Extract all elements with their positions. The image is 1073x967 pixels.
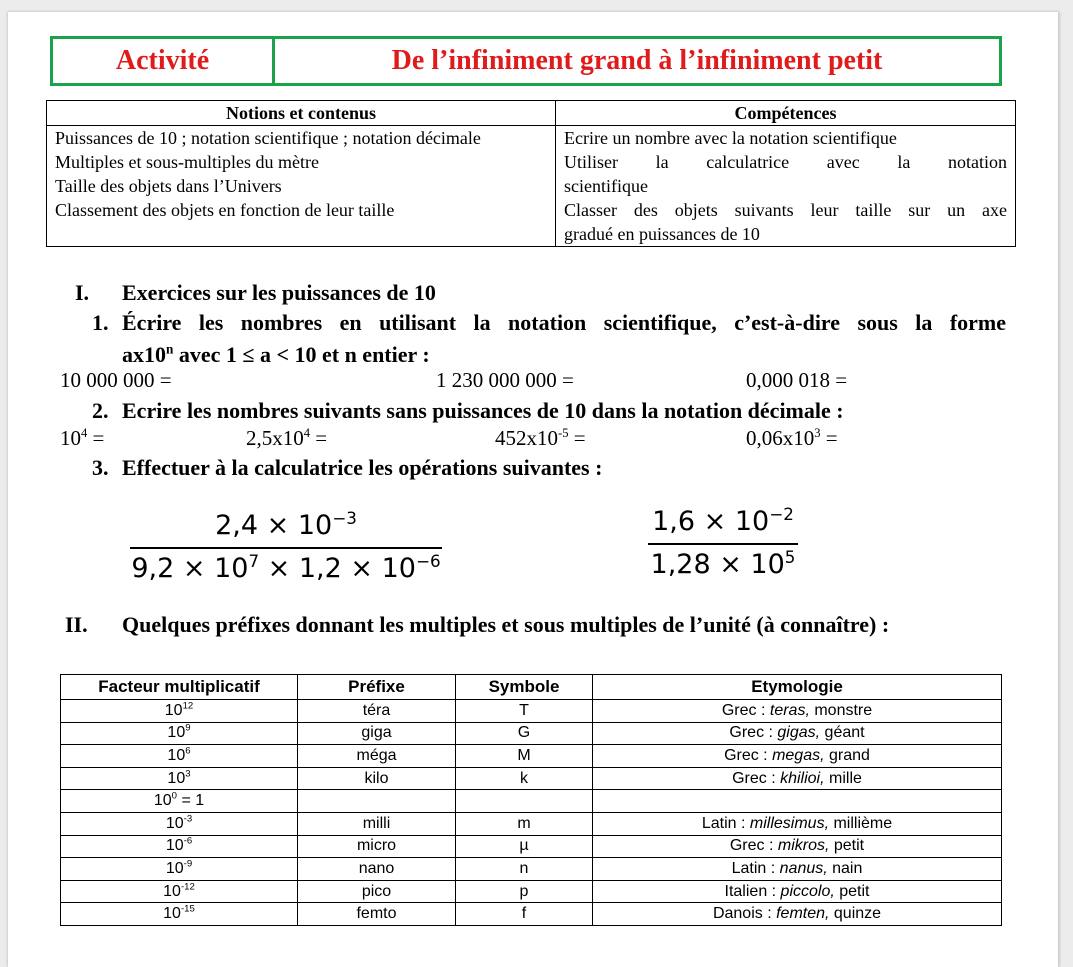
- prefix-cell: [298, 790, 456, 813]
- prefix-cell: kilo: [298, 767, 456, 790]
- denominator-exponent: 7: [248, 551, 260, 571]
- prefix-cell: pico: [298, 880, 456, 903]
- notions-competences-table: [46, 100, 1016, 247]
- header-factor: Facteur multiplicatif: [61, 675, 298, 700]
- fraction-bar: [648, 543, 798, 545]
- factor-cell: [61, 722, 298, 745]
- factor-cell: [61, 903, 298, 926]
- numerator-exponent: −3: [332, 508, 357, 528]
- etymology-cell: [593, 767, 1002, 790]
- table-row: [61, 745, 1002, 768]
- etymology-meaning: millième: [829, 814, 893, 832]
- etymology-cell: [593, 812, 1002, 835]
- q2-item-suffix: =: [820, 426, 838, 450]
- q2-item-suffix: =: [568, 426, 586, 450]
- factor-cell: [61, 880, 298, 903]
- factor-base: 10: [167, 746, 186, 764]
- etymology-word: mikros,: [777, 837, 830, 855]
- competences-cell: [556, 126, 1016, 247]
- numerator-exponent: −2: [769, 504, 794, 524]
- numerator-text: 1,6 × 10: [652, 506, 770, 537]
- table-row: [61, 700, 1002, 723]
- section-2-number: II.: [65, 612, 88, 637]
- table-header-row: [47, 101, 1016, 126]
- form-exponent: n: [166, 341, 174, 357]
- symbol-cell: f: [456, 903, 593, 926]
- factor-cell: [61, 745, 298, 768]
- q2-item-base: 452x10: [495, 426, 558, 450]
- etymology-language: Latin :: [701, 814, 750, 832]
- q1-item-3: 0,000 018 =: [746, 368, 848, 392]
- etymology-language: Grec :: [724, 746, 773, 764]
- document-page: [8, 12, 1059, 967]
- prefix-table: [60, 674, 1002, 926]
- header-prefix: Préfixe: [298, 675, 456, 700]
- form-base: ax10: [122, 342, 166, 367]
- competences-header: Compétences: [556, 101, 1016, 126]
- activity-header: [50, 36, 1002, 86]
- q1-item-1: 10 000 000 =: [60, 368, 172, 392]
- table-row: [61, 858, 1002, 881]
- table-row: [61, 790, 1002, 813]
- etymology-meaning: petit: [834, 882, 870, 900]
- competence-item: Classer des objets suivants leur taille sur un axe: [564, 200, 1007, 220]
- q2-item-3: [495, 426, 586, 451]
- etymology-cell: [593, 880, 1002, 903]
- table-row: [61, 812, 1002, 835]
- factor-cell: [61, 790, 298, 813]
- etymology-cell: [593, 790, 1002, 813]
- activity-label: Activité: [53, 39, 275, 83]
- q2-item-exp: 4: [303, 426, 311, 440]
- q2-item-2: [246, 426, 327, 451]
- etymology-meaning: monstre: [809, 701, 873, 719]
- symbol-cell: µ: [456, 835, 593, 858]
- q2-item-base: 10: [60, 426, 81, 450]
- factor-exponent: 3: [185, 768, 191, 780]
- fraction-1: [130, 510, 442, 584]
- q2-item-suffix: =: [310, 426, 328, 450]
- question-2-number: 2.: [92, 398, 109, 423]
- etymology-word: femten,: [776, 905, 830, 923]
- factor-cell: [61, 812, 298, 835]
- prefix-cell: giga: [298, 722, 456, 745]
- etymology-meaning: grand: [824, 746, 870, 764]
- question-1-form: [122, 342, 430, 368]
- factor-base: 10: [163, 905, 181, 923]
- etymology-meaning: quinze: [829, 905, 882, 923]
- prefix-cell: milli: [298, 812, 456, 835]
- factor-exponent: 12: [182, 700, 194, 712]
- factor-exponent: 6: [185, 745, 191, 757]
- symbol-cell: [456, 790, 593, 813]
- etymology-word: megas,: [772, 746, 825, 764]
- question-2-text: Ecrire les nombres suivants sans puissances de 10 dans la notation décimale :: [122, 398, 844, 423]
- factor-exponent: -9: [183, 858, 193, 870]
- etymology-language: Latin :: [731, 859, 780, 877]
- table-row: [61, 880, 1002, 903]
- etymology-word: nanus,: [779, 859, 828, 877]
- question-3-number: 3.: [92, 455, 109, 480]
- etymology-word: millesimus,: [749, 814, 830, 832]
- prefix-cell: méga: [298, 745, 456, 768]
- etymology-language: Grec :: [721, 701, 770, 719]
- symbol-cell: k: [456, 767, 593, 790]
- table-row: [47, 126, 1016, 247]
- prefix-table-body: [61, 700, 1002, 926]
- etymology-cell: [593, 858, 1002, 881]
- etymology-word: piccolo,: [780, 882, 835, 900]
- question-1-text: Écrire les nombres en utilisant la notation scientifique, c’est-à-dire sous la forme: [122, 310, 1006, 335]
- denominator-text: 9,2 × 10: [131, 553, 249, 584]
- q2-item-exp: 4: [81, 426, 88, 440]
- symbol-cell: G: [456, 722, 593, 745]
- table-row: [61, 722, 1002, 745]
- factor-base: 10: [163, 882, 181, 900]
- notions-cell: [47, 126, 556, 247]
- factor-exponent: -3: [183, 813, 193, 825]
- table-row: [61, 767, 1002, 790]
- question-1-number: 1.: [92, 310, 109, 335]
- header-etymology: Etymologie: [593, 675, 1002, 700]
- denominator-exponent: −6: [415, 551, 441, 571]
- q2-item-exp: -5: [558, 426, 569, 440]
- q2-item-base: 2,5x10: [246, 426, 304, 450]
- symbol-cell: m: [456, 812, 593, 835]
- fraction-1-numerator: [130, 510, 442, 541]
- factor-base: 10: [165, 814, 184, 832]
- fraction-1-denominator: [130, 553, 442, 584]
- etymology-language: Grec :: [729, 724, 778, 742]
- etymology-cell: [593, 835, 1002, 858]
- factor-base: 10: [153, 792, 172, 810]
- etymology-language: Grec :: [729, 837, 778, 855]
- competence-item: gradué en puissances de 10: [564, 224, 760, 244]
- denominator-exponent: 5: [784, 547, 796, 567]
- section-2-title: Quelques préfixes donnant les multiples et sous multiples de l’unité (à connaître) :: [122, 612, 890, 637]
- symbol-cell: T: [456, 700, 593, 723]
- form-condition: avec 1 ≤ a < 10 et n entier :: [173, 342, 430, 367]
- etymology-meaning: nain: [827, 859, 863, 877]
- prefix-table-header: [61, 675, 1002, 700]
- prefix-cell: micro: [298, 835, 456, 858]
- table-row: [61, 835, 1002, 858]
- notion-item: Taille des objets dans l’Univers: [55, 176, 282, 196]
- factor-base: 10: [167, 724, 186, 742]
- q2-item-1: [60, 426, 104, 451]
- symbol-cell: M: [456, 745, 593, 768]
- table-row: [61, 903, 1002, 926]
- factor-cell: [61, 835, 298, 858]
- symbol-cell: n: [456, 858, 593, 881]
- etymology-language: Danois :: [712, 905, 777, 923]
- question-3-text: Effectuer à la calculatrice les opérations suivantes :: [122, 455, 603, 480]
- factor-cell: [61, 700, 298, 723]
- denominator-text: 1,28 × 10: [650, 549, 785, 580]
- factor-suffix: = 1: [177, 792, 205, 810]
- etymology-meaning: géant: [820, 724, 865, 742]
- competence-item: scientifique: [564, 176, 648, 196]
- factor-cell: [61, 858, 298, 881]
- notion-item: Multiples et sous-multiples du mètre: [55, 152, 319, 172]
- numerator-text: 2,4 × 10: [215, 510, 333, 541]
- fraction-bar: [130, 547, 442, 549]
- denominator-text: × 1,2 × 10: [259, 553, 416, 584]
- q2-item-4: [746, 426, 838, 451]
- fraction-2: [648, 506, 798, 580]
- etymology-cell: [593, 700, 1002, 723]
- prefix-cell: téra: [298, 700, 456, 723]
- etymology-language: Grec :: [732, 769, 781, 787]
- competence-item: Ecrire un nombre avec la notation scientifique: [564, 128, 897, 148]
- fraction-2-denominator: [648, 549, 798, 580]
- etymology-word: khilioi,: [780, 769, 825, 787]
- notion-item: Puissances de 10 ; notation scientifique ; notation décimale: [55, 128, 481, 148]
- section-1-title: Exercices sur les puissances de 10: [122, 280, 436, 305]
- etymology-cell: [593, 903, 1002, 926]
- factor-exponent: -15: [180, 903, 195, 915]
- activity-title: De l’infiniment grand à l’infiniment petit: [391, 45, 883, 76]
- prefix-cell: femto: [298, 903, 456, 926]
- factor-base: 10: [165, 837, 184, 855]
- factor-exponent: 0: [171, 790, 177, 802]
- notions-header: Notions et contenus: [47, 101, 556, 126]
- symbol-cell: p: [456, 880, 593, 903]
- q1-item-2: 1 230 000 000 =: [436, 368, 574, 392]
- etymology-language: Italien :: [724, 882, 781, 900]
- factor-exponent: 9: [185, 723, 191, 735]
- factor-cell: [61, 767, 298, 790]
- factor-exponent: -12: [180, 881, 195, 893]
- q2-item-exp: 3: [814, 426, 821, 440]
- header-symbol: Symbole: [456, 675, 593, 700]
- factor-base: 10: [164, 701, 183, 719]
- etymology-word: gigas,: [777, 724, 821, 742]
- etymology-cell: [593, 722, 1002, 745]
- etymology-meaning: petit: [829, 837, 865, 855]
- notion-item: Classement des objets en fonction de leur taille: [55, 200, 395, 220]
- section-1-number: I.: [75, 280, 90, 305]
- prefix-cell: nano: [298, 858, 456, 881]
- factor-base: 10: [165, 859, 184, 877]
- etymology-cell: [593, 745, 1002, 768]
- factor-exponent: -6: [183, 836, 193, 848]
- q2-item-base: 0,06x10: [746, 426, 815, 450]
- etymology-meaning: mille: [824, 769, 862, 787]
- factor-base: 10: [167, 769, 186, 787]
- competence-item: Utiliser la calculatrice avec la notation: [564, 152, 1007, 172]
- q2-item-suffix: =: [87, 426, 105, 450]
- fraction-2-numerator: [648, 506, 798, 537]
- etymology-word: teras,: [769, 701, 810, 719]
